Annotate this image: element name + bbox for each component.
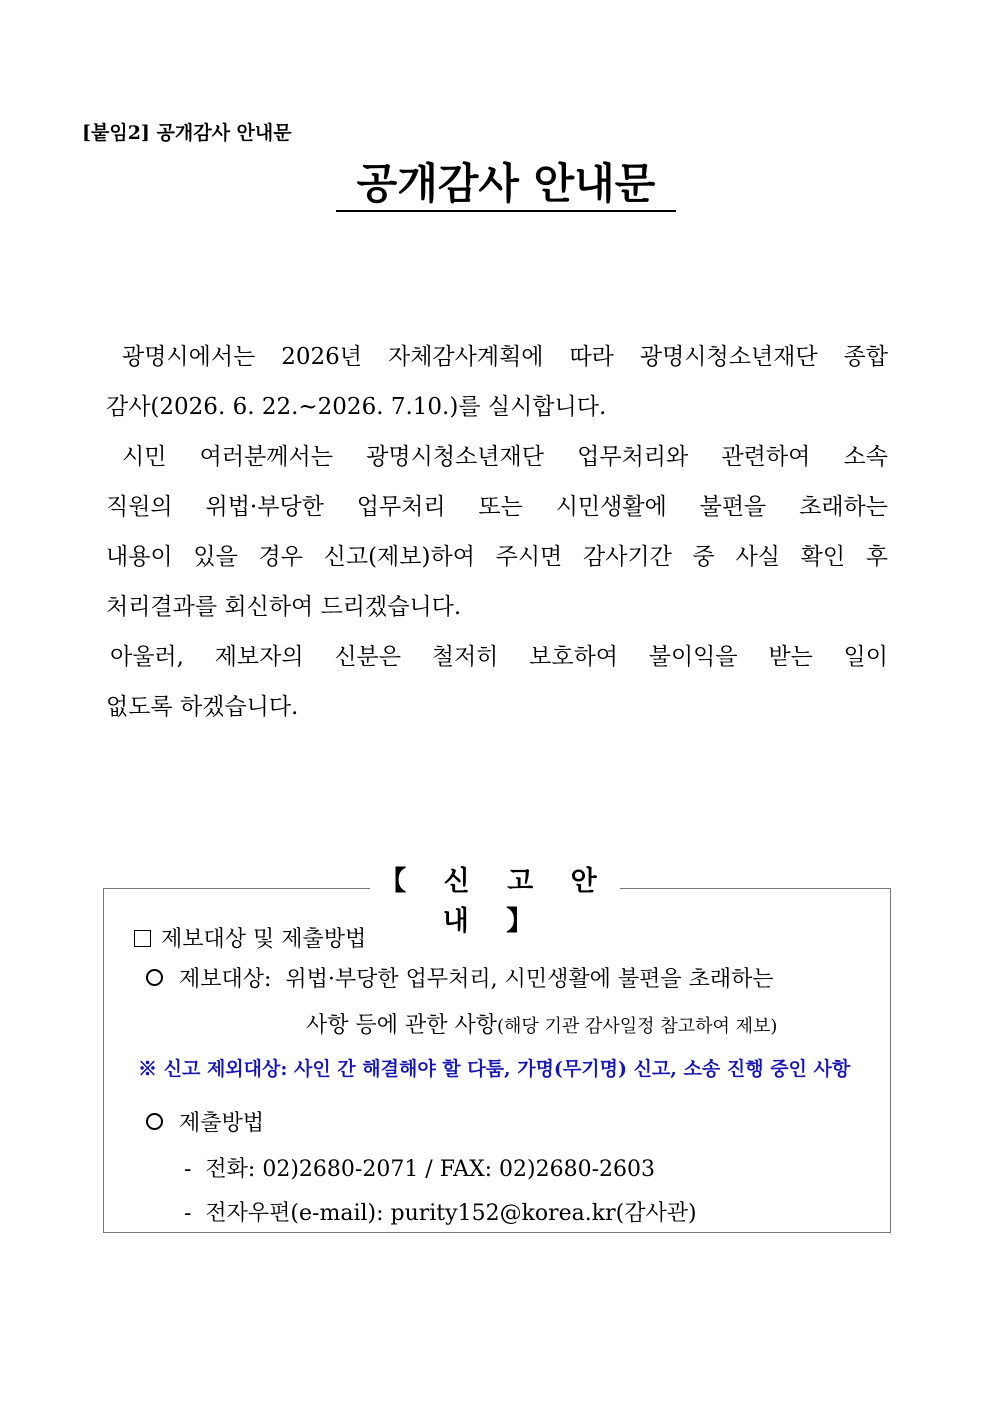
report-target-text-2: 사항 등에 관한 사항 [306, 1013, 497, 1038]
body-line: 시민 여러분께서는 광명시청소년재단 업무처리와 관련하여 소속 [122, 444, 888, 470]
body-line: 내용이 있을 경우 신고(제보)하여 주시면 감사기간 중 사실 확인 후 [106, 544, 888, 570]
body-line: 직원의 위법·부당한 업무처리 또는 시민생활에 불편을 초래하는 [106, 494, 888, 520]
submission-method-label: 제출방법 [179, 1111, 265, 1136]
report-target-text: 위법·부당한 업무처리, 시민생활에 불편을 초래하는 [285, 967, 774, 992]
exclusion-note: ※ 신고 제외대상: 사인 간 해결해야 할 다툼, 가명(무기명) 신고, 소송 진행 중인 사항 [138, 1058, 851, 1080]
body-line: 없도록 하겠습니다. [106, 694, 299, 720]
notice-body [106, 332, 888, 732]
paragraph-1 [106, 332, 888, 432]
report-target-continued [306, 1008, 777, 1039]
report-target-item [146, 962, 774, 993]
section-heading-text: 제보대상 및 제출방법 [161, 927, 367, 952]
body-line: 감사(2026. 6. 22.~2026. 7.10.)를 실시합니다. [106, 394, 607, 420]
circle-bullet-icon [146, 969, 163, 986]
body-line: 처리결과를 회신하여 드리겠습니다. [106, 594, 462, 620]
body-line: 광명시에서는 2026년 자체감사계획에 따라 광명시청소년재단 종합 [122, 344, 888, 370]
phone-fax-line: - 전화: 02)2680-2071 / FAX: 02)2680-2603 [184, 1157, 656, 1182]
body-line: 아울러, 제보자의 신분은 철저히 보호하여 불이익을 받는 일이 [110, 644, 888, 670]
page-title: 공개감사 안내문 [336, 158, 676, 212]
submission-method-item [146, 1106, 264, 1137]
checkbox-square-icon [134, 930, 151, 947]
report-target-label: 제보대상: [179, 967, 272, 992]
report-guide-title: 【 신 고 안 내 】 [370, 862, 620, 942]
email-line: - 전자우편(e-mail): purity152@korea.kr(감사관) [184, 1201, 697, 1226]
paragraph-3 [106, 632, 888, 732]
email-text[interactable]: 전자우편(e-mail): purity152@korea.kr(감사관) [205, 1201, 697, 1226]
report-target-note: (해당 기관 감사일정 참고하여 제보) [497, 1016, 778, 1037]
phone-fax-text: 전화: 02)2680-2071 / FAX: 02)2680-2603 [205, 1157, 656, 1182]
attachment-label: [붙임2] 공개감사 안내문 [82, 122, 292, 144]
circle-bullet-icon [146, 1113, 163, 1130]
paragraph-2 [106, 432, 888, 632]
section-heading [134, 922, 366, 953]
